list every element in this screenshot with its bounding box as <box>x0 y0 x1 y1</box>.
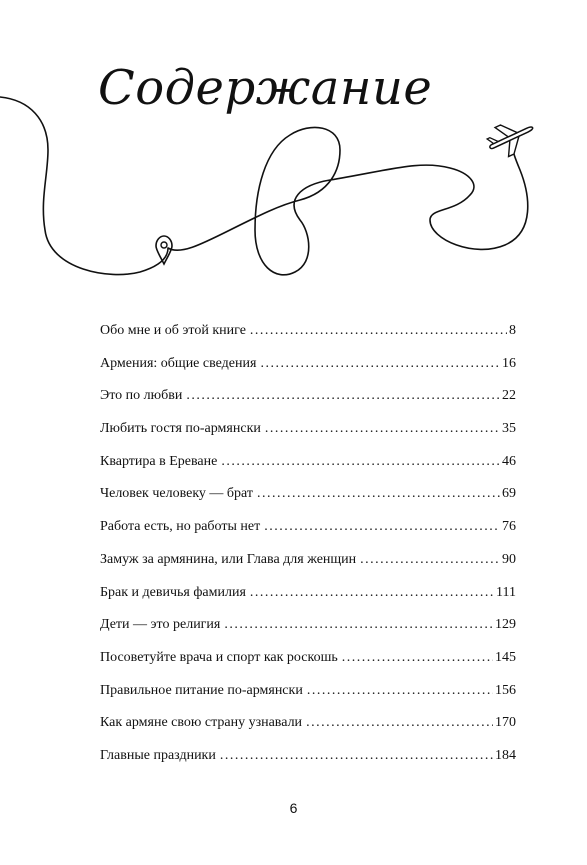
toc-entry-page: 129 <box>495 617 516 633</box>
toc-entry-title: Дети — это религия <box>100 617 221 633</box>
toc-entry[interactable] <box>100 747 516 780</box>
toc-entry[interactable] <box>100 355 516 388</box>
toc-leader-dots <box>186 387 500 405</box>
toc-leader-dots <box>250 584 494 602</box>
toc-entry[interactable] <box>100 387 516 420</box>
page-title: Содержание <box>98 60 433 116</box>
toc-entry-page: 8 <box>509 323 516 338</box>
toc-leader-dots <box>342 649 493 667</box>
toc-entry[interactable] <box>100 714 516 747</box>
toc-entry[interactable] <box>100 453 516 486</box>
toc-entry-title: Как армяне свою страну узнавали <box>100 715 303 731</box>
toc-entry-title: Квартира в Ереване <box>100 453 218 469</box>
toc-entry-page: 22 <box>502 388 516 404</box>
toc-entry-title: Посоветуйте врача и спорт как роскошь <box>100 649 338 665</box>
toc-entry-title: Замуж за армянина, или Глава для женщин <box>100 551 357 567</box>
toc-entry[interactable] <box>100 518 516 551</box>
toc-entry[interactable] <box>100 551 516 584</box>
toc-entry-title: Главные праздники <box>100 747 216 763</box>
toc-leader-dots <box>220 747 493 765</box>
page-number: 6 <box>289 800 298 816</box>
toc-entry[interactable] <box>100 682 516 715</box>
toc-entry-page: 35 <box>502 421 516 437</box>
toc-leader-dots <box>264 518 500 536</box>
toc-entry-page: 184 <box>495 747 516 763</box>
toc-entry[interactable] <box>100 322 516 355</box>
toc-leader-dots <box>306 714 493 732</box>
toc-leader-dots <box>221 453 500 471</box>
toc-entry-title: Обо мне и об этой книге <box>100 323 246 338</box>
toc-entry-page: 69 <box>502 486 516 502</box>
travel-route-illustration <box>0 0 587 300</box>
toc-entry[interactable] <box>100 649 516 682</box>
toc-leader-dots <box>250 322 507 340</box>
toc-entry[interactable] <box>100 616 516 649</box>
toc-leader-dots <box>265 420 500 438</box>
toc-entry-page: 90 <box>502 551 516 567</box>
toc-entry-title: Это по любви <box>100 388 183 404</box>
toc-leader-dots <box>224 616 493 634</box>
swirl-line <box>0 97 528 275</box>
toc-entry-title: Правильное питание по-армянски <box>100 682 303 698</box>
toc-entry[interactable] <box>100 420 516 453</box>
toc-entry-page: 46 <box>502 453 516 469</box>
toc-leader-dots <box>360 551 500 569</box>
table-of-contents <box>100 322 516 780</box>
toc-leader-dots <box>257 485 500 503</box>
toc-entry-page: 16 <box>502 355 516 371</box>
toc-leader-dots <box>260 355 500 373</box>
toc-entry[interactable] <box>100 584 516 617</box>
toc-entry-page: 156 <box>495 682 516 698</box>
toc-entry-title: Брак и девичья фамилия <box>100 584 246 600</box>
toc-entry-page: 76 <box>502 519 516 535</box>
toc-entry[interactable] <box>100 485 516 518</box>
toc-entry-title: Любить гостя по-армянски <box>100 421 261 437</box>
toc-leader-dots <box>307 682 493 700</box>
airplane-icon <box>483 113 539 162</box>
location-pin-icon <box>156 236 172 264</box>
toc-entry-title: Армения: общие сведения <box>100 355 257 371</box>
toc-entry-title: Человек человеку — брат <box>100 486 254 502</box>
toc-entry-page: 111 <box>496 584 516 600</box>
toc-entry-page: 170 <box>495 715 516 731</box>
toc-entry-page: 145 <box>495 649 516 665</box>
toc-entry-title: Работа есть, но работы нет <box>100 519 261 535</box>
